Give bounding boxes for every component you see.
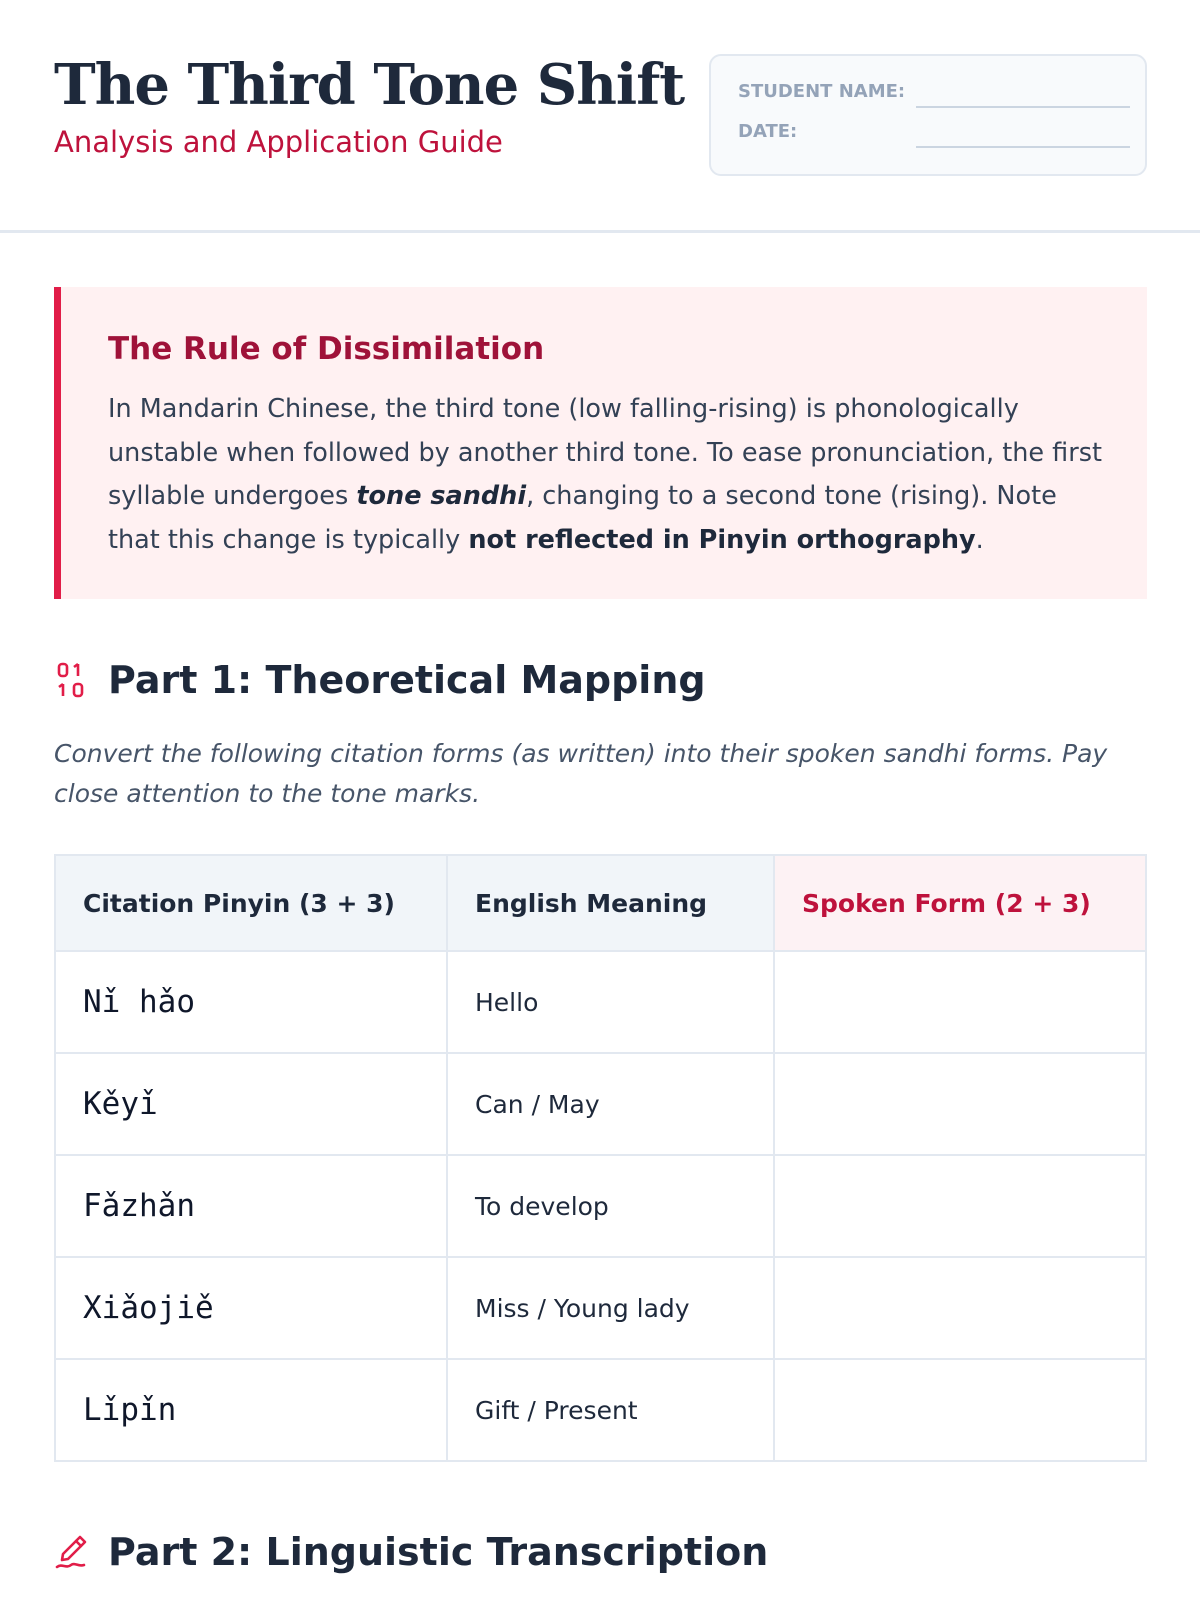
rule-text-strong: not reflected in Pinyin orthography <box>468 524 976 555</box>
date-line[interactable] <box>916 146 1130 148</box>
meaning-cell: Can / May <box>447 1053 774 1155</box>
rule-text <box>108 388 1108 562</box>
spoken-answer-cell[interactable] <box>774 951 1146 1053</box>
part1-instruction: Convert the following citation forms (as written) into their spoken sandhi forms. Pay close attention to the tone marks. <box>54 739 1108 808</box>
citation-cell: Fǎzhǎn <box>55 1155 447 1257</box>
date-label: DATE: <box>738 121 798 142</box>
table-row <box>55 1257 1146 1359</box>
rule-callout <box>54 287 1147 599</box>
signature-pen-icon <box>54 1533 88 1571</box>
rule-text-part-3: . <box>975 524 984 555</box>
spoken-answer-cell[interactable] <box>774 1359 1146 1461</box>
student-name-label: STUDENT NAME: <box>738 81 906 102</box>
col-header-meaning: English Meaning <box>447 855 774 951</box>
citation-cell: Kěyǐ <box>55 1053 447 1155</box>
meaning-cell: Miss / Young lady <box>447 1257 774 1359</box>
meaning-cell: To develop <box>447 1155 774 1257</box>
col-header-citation: Citation Pinyin (3 + 3) <box>55 855 447 951</box>
spoken-answer-cell[interactable] <box>774 1257 1146 1359</box>
rule-text-part-1: In Mandarin Chinese, the third tone (low falling-rising) is phonologically unstable when followed by another third tone. To ease pronunciation, the first syllable undergoes <box>108 394 1103 511</box>
meaning-cell: Hello <box>447 951 774 1053</box>
part2-title: Part 2: Linguistic Transcription <box>108 1530 769 1574</box>
table-row <box>55 1359 1146 1461</box>
table-row <box>55 951 1146 1053</box>
spoken-answer-cell[interactable] <box>774 1155 1146 1257</box>
table-row <box>55 1053 1146 1155</box>
citation-cell: Nǐ hǎo <box>55 951 447 1053</box>
page-subtitle: Analysis and Application Guide <box>54 125 503 159</box>
meaning-cell: Gift / Present <box>447 1359 774 1461</box>
spoken-answer-cell[interactable] <box>774 1053 1146 1155</box>
page-title: The Third Tone Shift <box>54 52 685 118</box>
rule-text-emphasis: tone sandhi <box>356 481 527 511</box>
rule-text-part-2: , changing to a second tone (rising). Note that this change is typically <box>108 481 1057 555</box>
worksheet-header <box>0 0 1200 233</box>
table-row <box>55 1155 1146 1257</box>
student-name-line[interactable] <box>916 106 1130 108</box>
binary-icon <box>54 661 88 699</box>
student-info-box <box>709 54 1147 176</box>
col-header-spoken: Spoken Form (2 + 3) <box>774 855 1146 951</box>
citation-cell: Xiǎojiě <box>55 1257 447 1359</box>
table-header-row <box>55 855 1146 951</box>
citation-cell: Lǐpǐn <box>55 1359 447 1461</box>
sandhi-table <box>54 854 1147 1462</box>
part1-title: Part 1: Theoretical Mapping <box>108 658 706 702</box>
rule-title: The Rule of Dissimilation <box>108 331 545 367</box>
